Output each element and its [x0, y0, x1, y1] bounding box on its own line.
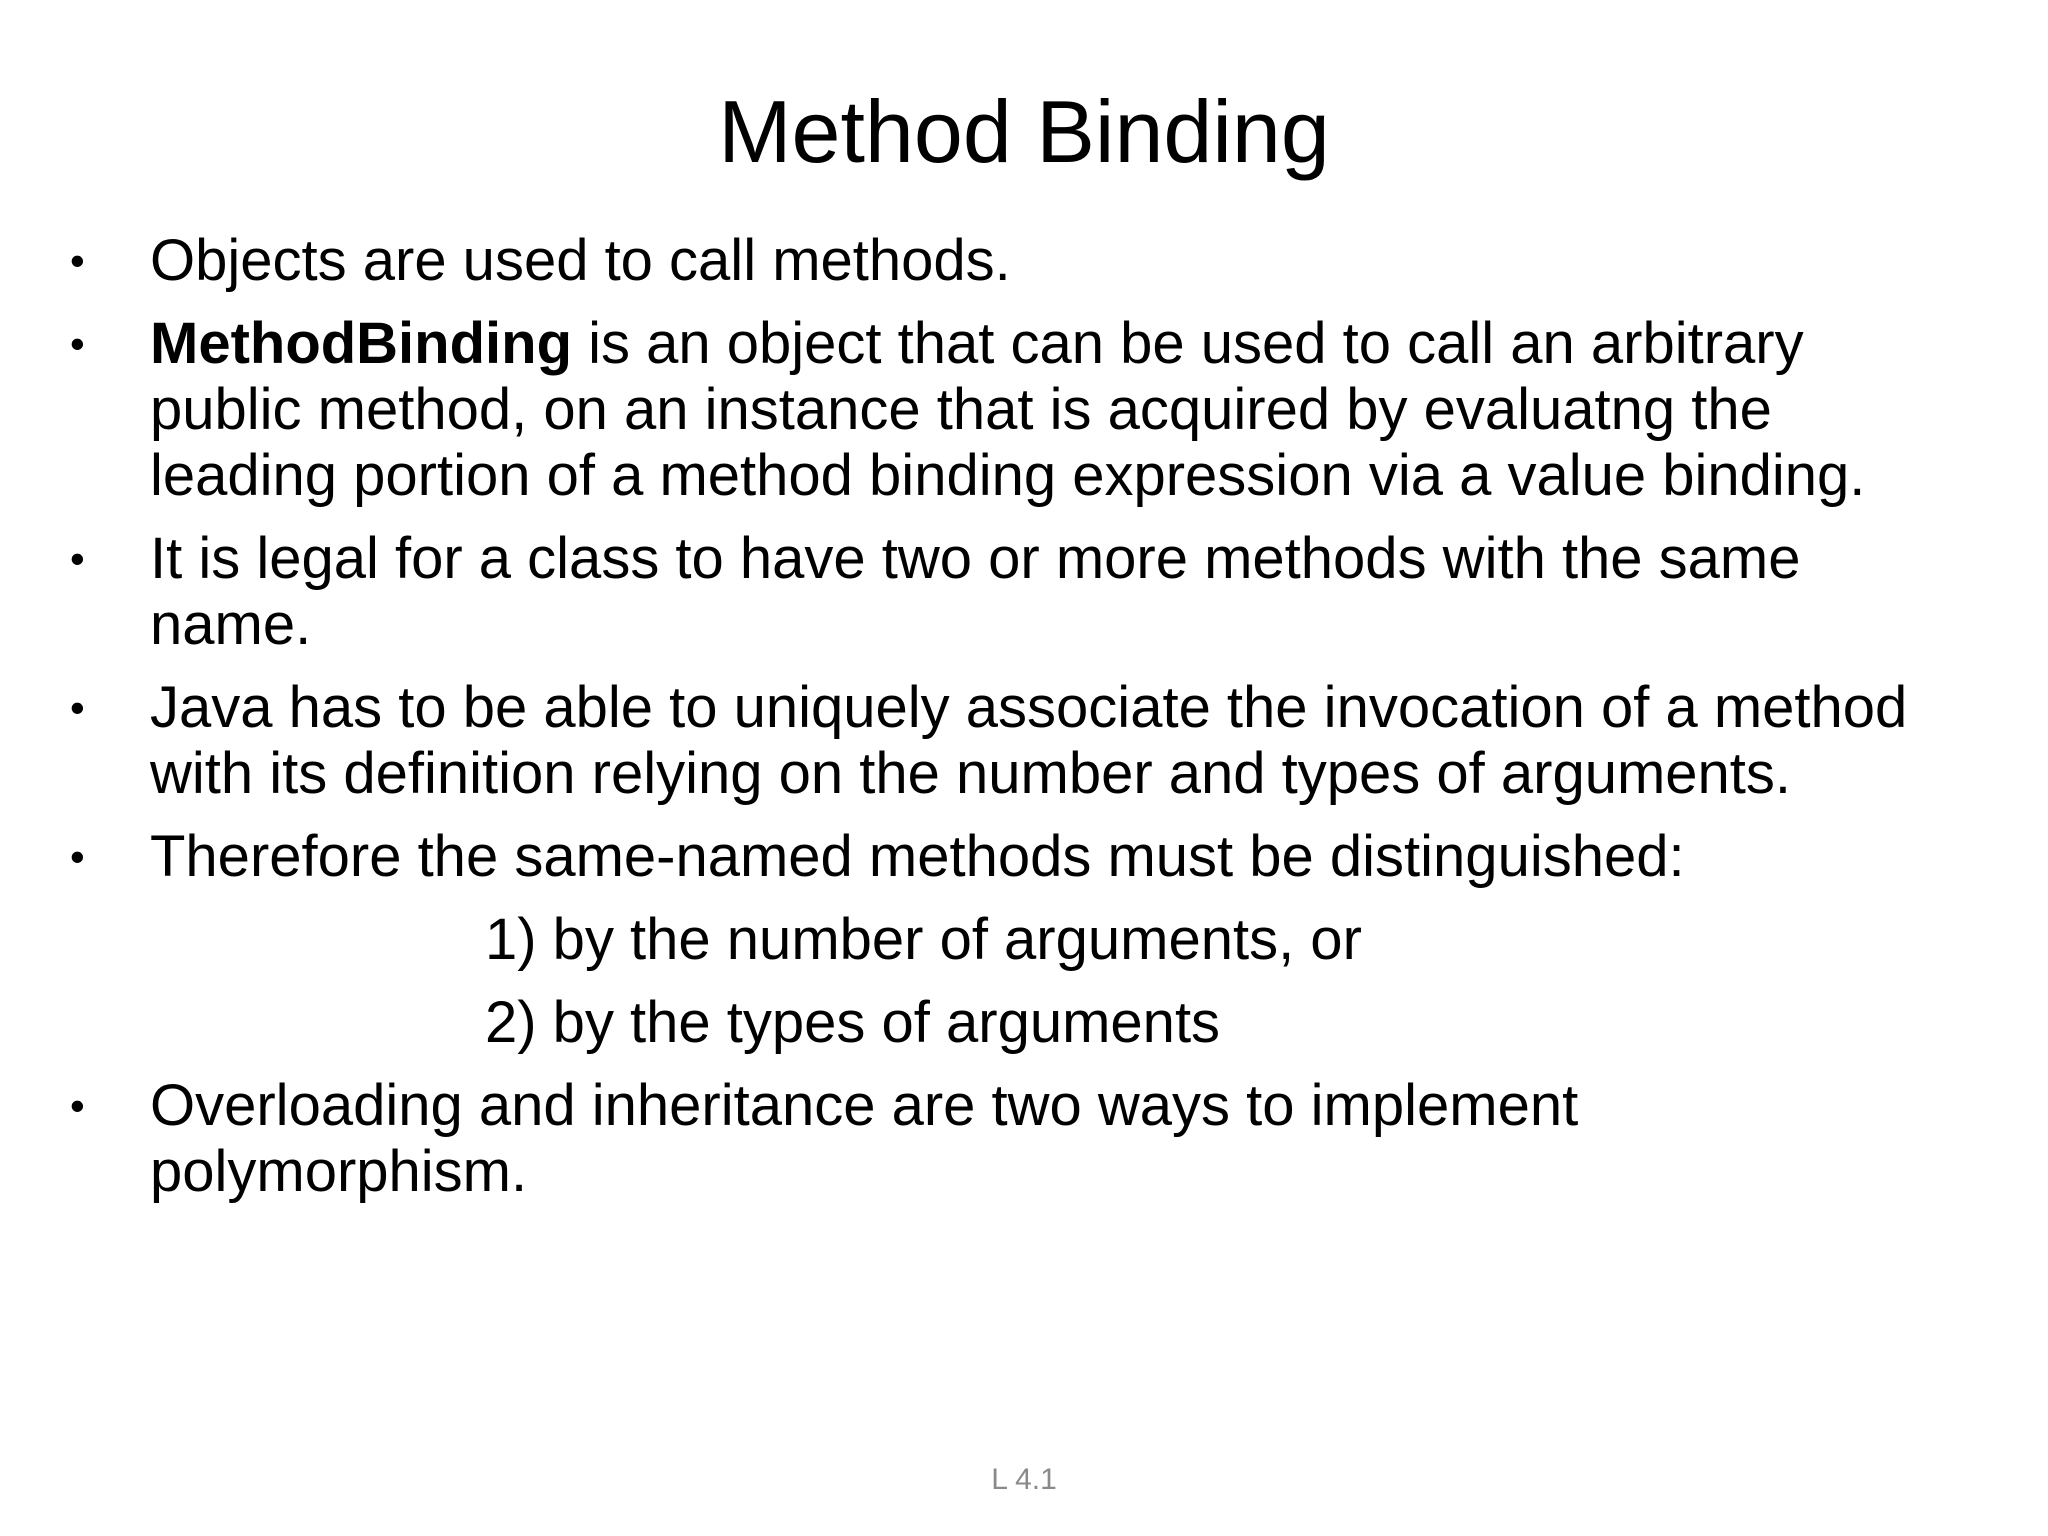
bullet-icon: • [70, 684, 85, 731]
slide-title: Method Binding [718, 82, 1330, 181]
bullet-list [70, 228, 1970, 1222]
bullet-text: Overloading and inheritance are two ways to implement polymorphism. [150, 1073, 1579, 1204]
bullet-item [70, 824, 1970, 890]
bullet-item [70, 228, 1970, 294]
bullet-item [70, 311, 1970, 509]
bullet-item [70, 675, 1970, 807]
bullet-text: It is legal for a class to have two or more methods with the same name. [150, 526, 1801, 657]
slide-number: L 4.1 [991, 1463, 1057, 1496]
bullet-icon: • [70, 320, 85, 367]
bullet-text: is an object that can be used to call an arbitrary public method, on an instance that is acquired by evaluatng the leading portion of a method binding expression via a value binding. [150, 311, 1866, 508]
sub-item: 2) by the types of arguments [485, 990, 1221, 1055]
bullet-icon: • [70, 237, 85, 284]
bullet-bold-term: MethodBinding [150, 311, 573, 376]
bullet-icon: • [70, 535, 85, 582]
bullet-text: Java has to be able to uniquely associate the invocation of a method with its definition relying on the number and types of arguments. [150, 675, 1908, 806]
bullet-text: Therefore the same-named methods must be distinguished: [150, 824, 1685, 889]
bullet-icon: • [70, 1082, 85, 1129]
bullet-item [70, 1073, 1970, 1205]
bullet-item [70, 526, 1970, 658]
bullet-text: Objects are used to call methods. [150, 228, 1011, 293]
bullet-icon: • [70, 833, 85, 880]
sub-item: 1) by the number of arguments, or [485, 907, 1362, 972]
